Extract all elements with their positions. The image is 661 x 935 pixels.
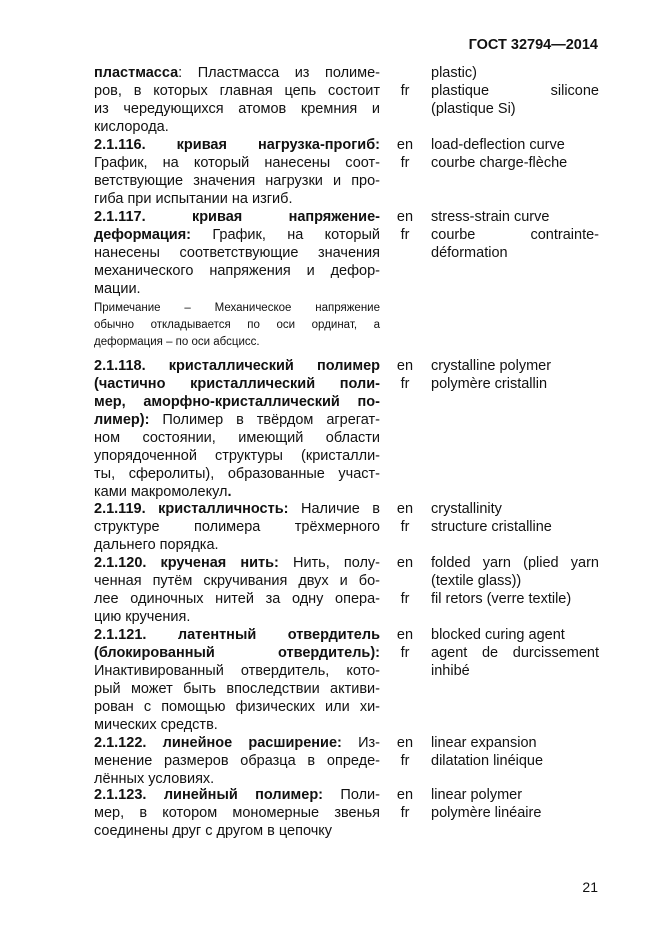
- equivalent-term: (plastique Si): [431, 101, 516, 117]
- foreign-equivalents: [431, 786, 599, 822]
- foreign-equivalents: [431, 734, 599, 770]
- term-text: Поли-: [323, 787, 380, 803]
- foreign-equivalents: [431, 136, 599, 172]
- term-text: Наличие в: [288, 501, 381, 517]
- term-heading: (блокированный отвердитель):: [94, 645, 380, 661]
- term-heading: пластмасса: [94, 65, 179, 81]
- term-text: мации.: [94, 281, 141, 297]
- foreign-equivalents: [431, 357, 599, 393]
- equivalent-term: linear polymer: [431, 787, 523, 803]
- term-text: : Пластмасса из полиме-: [178, 65, 380, 81]
- equivalent-term: (textile glass)): [431, 573, 522, 589]
- language-code: fr: [400, 805, 410, 821]
- term-heading: деформация:: [94, 227, 192, 243]
- language-code: fr: [400, 376, 410, 392]
- language-code: en: [396, 555, 414, 571]
- term-line: [94, 680, 380, 698]
- term-definition: [94, 136, 380, 208]
- term-text: ров, в которых главная цепь состоит: [94, 83, 380, 99]
- term-text: дальнего порядка.: [94, 537, 219, 553]
- note-line: обычно откладывается по оси ординат, а: [94, 319, 380, 331]
- language-code: en: [396, 501, 414, 517]
- term-note: [94, 300, 380, 351]
- term-text: ченная путём скручивания двух и бо-: [94, 573, 380, 589]
- term-definition: [94, 357, 380, 501]
- term-line: [94, 752, 380, 770]
- foreign-equivalents: [431, 64, 599, 118]
- note-line: Примечание – Механическое напряжение: [94, 302, 380, 314]
- term-heading: 2.1.119. кристалличность:: [94, 501, 289, 517]
- term-line: [94, 82, 380, 100]
- term-line: [94, 393, 380, 411]
- term-line: [94, 716, 380, 734]
- term-line: [94, 554, 380, 572]
- equivalent-term: polymère linéaire: [431, 805, 542, 821]
- term-definition: [94, 208, 380, 298]
- equivalent-term: blocked curing agent: [431, 627, 565, 643]
- page-number: 21: [582, 879, 598, 895]
- term-text: цию кручения.: [94, 609, 191, 625]
- term-line: [94, 662, 380, 680]
- term-line: [94, 280, 380, 298]
- term-text: рован с помощью физических или хи-: [94, 699, 380, 715]
- language-code: fr: [400, 591, 410, 607]
- foreign-equivalents: [431, 500, 599, 536]
- equivalent-term: déformation: [431, 245, 508, 261]
- language-code: en: [396, 627, 414, 643]
- term-text: График, на который нанесены соот-: [94, 155, 380, 171]
- term-text: ками макромолекул: [94, 484, 228, 500]
- term-definition: [94, 554, 380, 626]
- term-line: [94, 804, 380, 822]
- term-text: Из-: [341, 735, 380, 751]
- equivalent-term: load-deflection curve: [431, 137, 565, 153]
- term-text: менение размеров образца в опреде-: [94, 753, 380, 769]
- term-text: рый может быть впоследствии активи-: [94, 681, 380, 697]
- term-line: [94, 572, 380, 590]
- term-line: [94, 100, 380, 118]
- term-text: График, на который: [191, 227, 380, 243]
- language-code: fr: [400, 83, 410, 99]
- term-line: [94, 244, 380, 262]
- term-end-mark: .: [227, 484, 232, 500]
- equivalent-term: inhibé: [431, 663, 470, 679]
- term-text: Нить, полу-: [278, 555, 380, 571]
- term-text: ном состоянии, имеющий области: [94, 430, 380, 446]
- term-text: кислорода.: [94, 119, 169, 135]
- term-text: из чередующихся атомов кремния и: [94, 101, 380, 117]
- term-line: [94, 357, 380, 375]
- equivalent-term: courbe contrainte-: [431, 227, 599, 243]
- equivalent-term: folded yarn (plied yarn: [431, 555, 599, 571]
- term-line: [94, 172, 380, 190]
- term-text: Инактивированный отвердитель, кото-: [94, 663, 380, 679]
- term-line: [94, 734, 380, 752]
- foreign-equivalents: [431, 554, 599, 608]
- term-heading: 2.1.121. латентный отвердитель: [94, 627, 380, 643]
- language-code: fr: [400, 519, 410, 535]
- language-code: fr: [400, 753, 410, 769]
- term-line: [94, 626, 380, 644]
- term-text: мер, в котором мономерные звенья: [94, 805, 380, 821]
- language-code: en: [396, 787, 414, 803]
- term-definition: [94, 500, 380, 554]
- term-text: гиба при испытании на изгиб.: [94, 191, 293, 207]
- term-line: [94, 786, 380, 804]
- term-heading: мер, аморфно-кристаллический по-: [94, 394, 380, 410]
- term-text: Полимер в твёрдом агрегат-: [149, 412, 380, 428]
- term-line: [94, 447, 380, 465]
- standard-header: ГОСТ 32794—2014: [468, 37, 598, 53]
- note-line: деформация – по оси абсцисс.: [94, 336, 260, 348]
- term-line: [94, 483, 380, 501]
- term-line: [94, 375, 380, 393]
- term-text: ветствующие значения нагрузки и про-: [94, 173, 380, 189]
- equivalent-term: fil retors (verre textile): [431, 591, 572, 607]
- term-text: структуре полимера трёхмерного: [94, 519, 380, 535]
- term-heading: 2.1.116. кривая нагрузка-прогиб:: [94, 137, 380, 153]
- term-definition: [94, 64, 380, 136]
- term-line: [94, 822, 380, 840]
- term-line: [94, 518, 380, 536]
- term-line: [94, 118, 380, 136]
- equivalent-term: courbe charge-flèche: [431, 155, 568, 171]
- language-code: en: [396, 209, 414, 225]
- term-line: [94, 465, 380, 483]
- term-heading: 2.1.117. кривая напряжение-: [94, 209, 380, 225]
- term-text: нанесены соответствующие значения: [94, 245, 380, 261]
- term-text: лее одиночных нитей за одну опера-: [94, 591, 380, 607]
- term-text: соединены друг с другом в цепочку: [94, 823, 333, 839]
- term-heading: 2.1.120. крученая нить:: [94, 555, 279, 571]
- equivalent-term: plastique silicone: [431, 83, 599, 99]
- term-heading: 2.1.118. кристаллический полимер: [94, 358, 380, 374]
- term-line: [94, 136, 380, 154]
- term-heading: 2.1.122. линейное расширение:: [94, 735, 342, 751]
- term-line: [94, 411, 380, 429]
- term-line: [94, 590, 380, 608]
- term-definition: [94, 786, 380, 840]
- language-code: fr: [400, 227, 410, 243]
- language-code: fr: [400, 645, 410, 661]
- term-line: [94, 644, 380, 662]
- term-line: [94, 698, 380, 716]
- term-line: [94, 536, 380, 554]
- foreign-equivalents: [431, 208, 599, 262]
- equivalent-term: stress-strain curve: [431, 209, 550, 225]
- term-text: мических средств.: [94, 717, 218, 733]
- term-text: упорядоченной структуры (кристалли-: [94, 448, 380, 464]
- equivalent-term: crystalline polymer: [431, 358, 552, 374]
- equivalent-term: dilatation linéique: [431, 753, 544, 769]
- term-text: ты, сферолиты), образованные участ-: [94, 466, 380, 482]
- term-line: [94, 500, 380, 518]
- term-heading: (частично кристаллический поли-: [94, 376, 380, 392]
- equivalent-term: structure cristalline: [431, 519, 552, 535]
- equivalent-term: agent de durcissement: [431, 645, 599, 661]
- language-code: en: [396, 735, 414, 751]
- term-line: [94, 190, 380, 208]
- term-line: [94, 262, 380, 280]
- term-heading: 2.1.123. линейный полимер:: [94, 787, 324, 803]
- equivalent-term: plastic): [431, 65, 477, 81]
- language-code: en: [396, 358, 414, 374]
- term-text: механического напряжения и дефор-: [94, 263, 380, 279]
- term-line: [94, 64, 380, 82]
- term-definition: [94, 626, 380, 734]
- foreign-equivalents: [431, 626, 599, 680]
- equivalent-term: linear expansion: [431, 735, 537, 751]
- term-heading: лимер):: [94, 412, 150, 428]
- term-definition: [94, 734, 380, 788]
- term-line: [94, 608, 380, 626]
- equivalent-term: polymère cristallin: [431, 376, 548, 392]
- term-line: [94, 429, 380, 447]
- term-line: [94, 208, 380, 226]
- term-text: лённых условиях.: [94, 771, 215, 787]
- language-code: fr: [400, 155, 410, 171]
- equivalent-term: crystallinity: [431, 501, 502, 517]
- term-line: [94, 226, 380, 244]
- language-code: en: [396, 137, 414, 153]
- term-line: [94, 154, 380, 172]
